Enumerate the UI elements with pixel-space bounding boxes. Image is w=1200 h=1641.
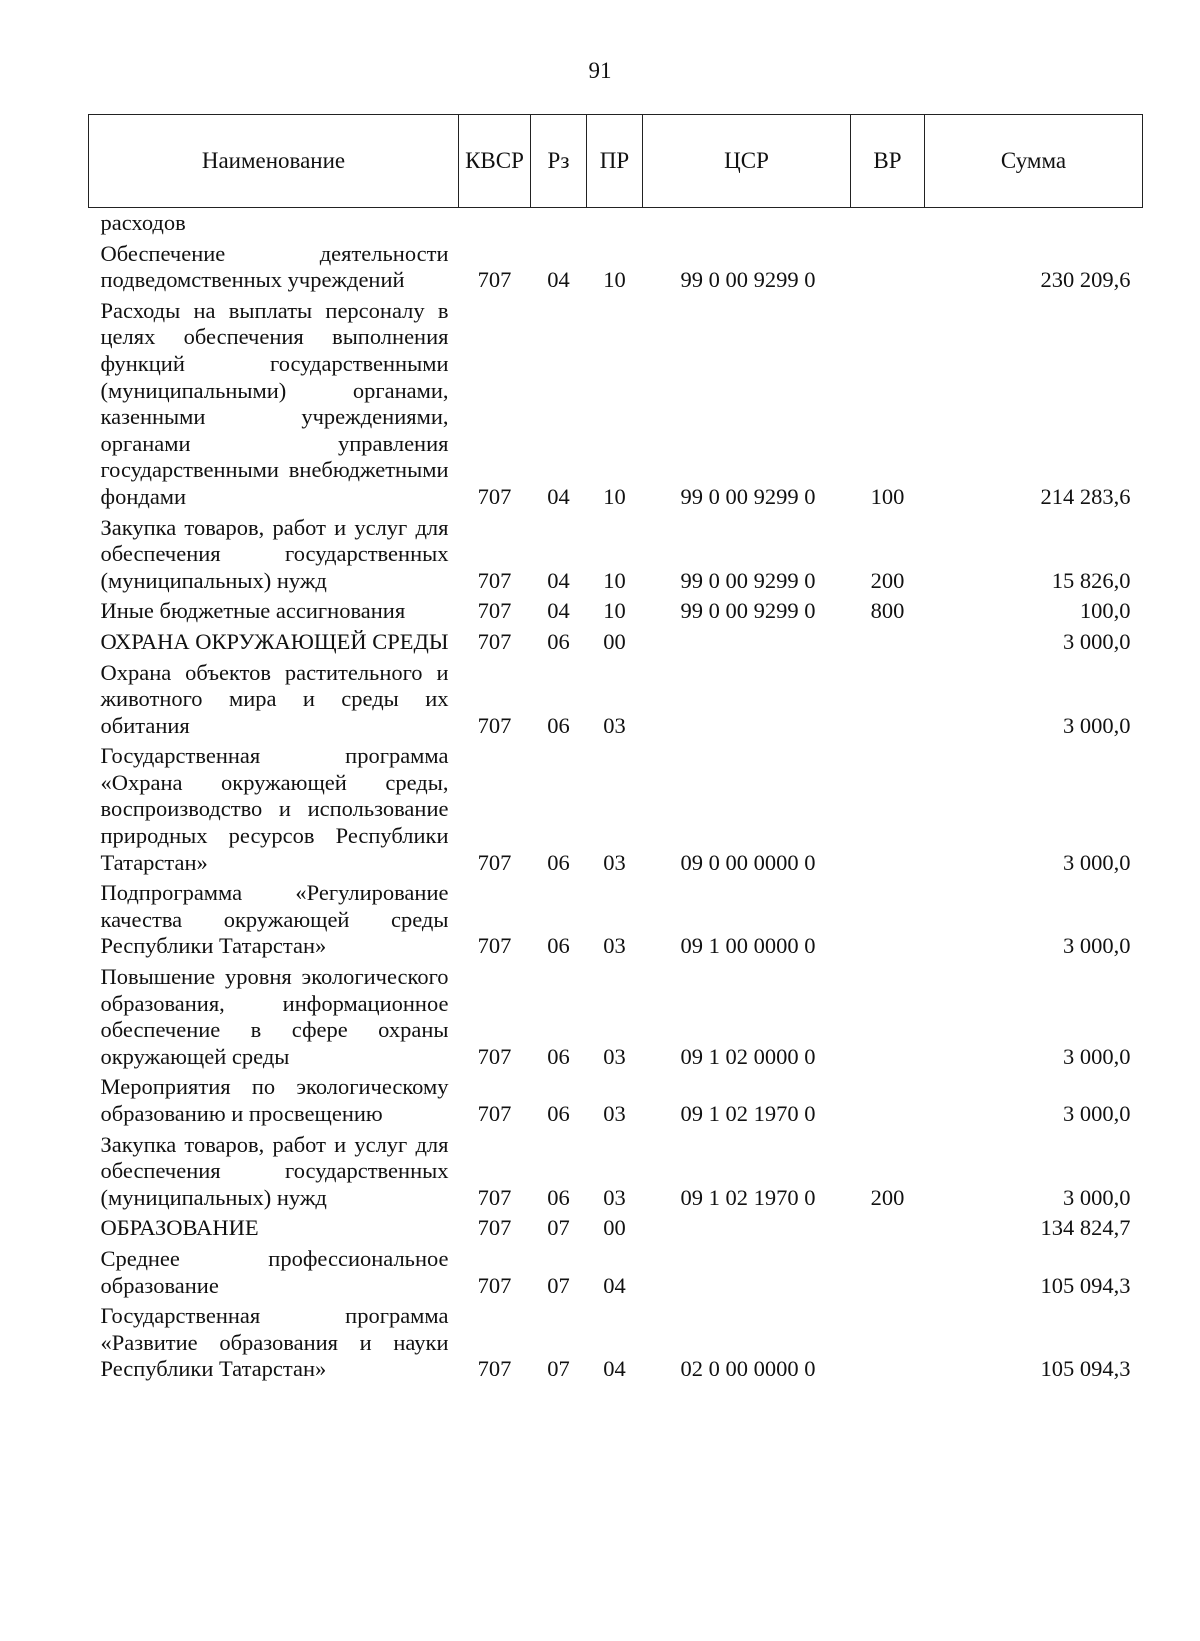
row-rz: 06	[547, 933, 570, 959]
row-rz: 07	[547, 1272, 570, 1298]
row-kvsr: 707	[477, 1184, 512, 1210]
row-kvsr: 707	[477, 483, 512, 509]
table-row	[89, 239, 1143, 296]
row-kvsr: 707	[477, 1101, 512, 1126]
row-csr	[643, 627, 851, 658]
table-row	[89, 513, 1143, 597]
row-name: Подпрограмма «Регулирование качества окружающей среды Республики Татарстан»	[100, 880, 449, 959]
row-kvsr: 707	[477, 849, 512, 875]
row-sum: 3 000,0	[1063, 1043, 1131, 1069]
row-vr: 200	[870, 567, 905, 593]
row-csr	[643, 1213, 851, 1244]
table-row	[89, 1213, 1143, 1244]
row-csr: 09 1 02 1970 0	[680, 1101, 816, 1126]
row-csr: 99 0 00 9299 0	[680, 598, 816, 624]
row-sum: 3 000,0	[1063, 628, 1131, 654]
table-row	[89, 1130, 1143, 1214]
row-sum: 134 824,7	[1040, 1215, 1131, 1241]
row-vr	[851, 741, 925, 878]
row-csr: 02 0 00 0000 0	[680, 1356, 816, 1382]
table-header-row	[89, 115, 1143, 208]
row-rz: 06	[547, 849, 570, 875]
row-pr: 10	[603, 483, 626, 509]
row-kvsr: 707	[477, 1043, 512, 1069]
row-vr: 200	[870, 1184, 905, 1210]
row-csr: 09 1 02 0000 0	[680, 1043, 816, 1069]
row-sum: 214 283,6	[1040, 483, 1131, 509]
row-name: Среднее профессиональное образование	[100, 1245, 449, 1298]
row-sum: 230 209,6	[1040, 267, 1131, 293]
row-pr: 04	[603, 1356, 626, 1382]
row-csr: 09 0 00 0000 0	[680, 849, 816, 875]
row-pr: 03	[603, 1101, 626, 1126]
row-rz: 06	[547, 1043, 570, 1069]
table-row	[89, 741, 1143, 878]
row-csr	[643, 208, 851, 239]
row-kvsr: 707	[477, 267, 512, 293]
row-name: Повышение уровня экологического образования, информационное обеспечение в сфере охраны окружающей среды	[100, 964, 449, 1069]
row-kvsr: 707	[477, 712, 512, 738]
budget-table	[88, 114, 1143, 1385]
row-vr	[851, 1213, 925, 1244]
row-pr	[587, 208, 643, 239]
row-name: Закупка товаров, работ и услуг для обеспечения государственных (муниципальных) нужд	[100, 1131, 449, 1210]
row-name: Расходы на выплаты персоналу в целях обеспечения выполнения функций государственными (муниципальными) органами, казенными учреждениями, органами управления государственными внебюджетными фондами	[100, 297, 449, 509]
row-name: Иные бюджетные ассигнования	[100, 598, 406, 624]
table-body	[89, 208, 1143, 1385]
table-row	[89, 1301, 1143, 1385]
row-sum: 105 094,3	[1040, 1356, 1131, 1382]
row-kvsr: 707	[477, 567, 512, 593]
row-name: ОБРАЗОВАНИЕ	[100, 1215, 259, 1241]
table-row	[89, 627, 1143, 658]
row-csr	[643, 1244, 851, 1301]
row-vr: 800	[870, 598, 905, 624]
row-rz: 06	[547, 628, 570, 654]
row-kvsr: 707	[477, 1215, 512, 1241]
row-name: Охрана объектов растительного и животного мира и среды их обитания	[100, 659, 449, 738]
row-pr: 03	[603, 849, 626, 875]
row-vr	[851, 878, 925, 962]
row-csr: 99 0 00 9299 0	[680, 483, 816, 509]
row-sum: 3 000,0	[1063, 1184, 1131, 1210]
row-kvsr	[459, 208, 531, 239]
row-vr	[851, 1244, 925, 1301]
row-vr	[851, 658, 925, 742]
row-sum: 3 000,0	[1063, 1101, 1131, 1126]
header-sum: Сумма	[925, 115, 1143, 208]
row-rz: 06	[547, 1184, 570, 1210]
row-name: Закупка товаров, работ и услуг для обеспечения государственных (муниципальных) нужд	[100, 514, 449, 593]
row-kvsr: 707	[477, 1272, 512, 1298]
table-row	[89, 962, 1143, 1072]
row-pr: 10	[603, 598, 626, 624]
table-row	[89, 658, 1143, 742]
row-vr	[851, 627, 925, 658]
row-pr: 03	[603, 1184, 626, 1210]
table-row	[89, 878, 1143, 962]
row-pr: 03	[603, 933, 626, 959]
row-kvsr: 707	[477, 933, 512, 959]
row-rz: 04	[547, 483, 570, 509]
table-row	[89, 1072, 1143, 1129]
row-sum: 3 000,0	[1063, 712, 1131, 738]
header-vr: ВР	[851, 115, 925, 208]
header-rz: Рз	[531, 115, 587, 208]
row-kvsr: 707	[477, 1356, 512, 1382]
row-kvsr: 707	[477, 628, 512, 654]
row-name: расходов	[100, 210, 186, 235]
row-name: Мероприятия по экологическому образованию и просвещению	[100, 1074, 449, 1126]
row-name: Государственная программа «Развитие образования и науки Республики Татарстан»	[100, 1303, 449, 1382]
row-sum: 105 094,3	[1040, 1272, 1131, 1298]
table-row	[89, 208, 1143, 239]
row-name: ОХРАНА ОКРУЖАЮЩЕЙ СРЕДЫ	[100, 628, 449, 654]
row-csr: 99 0 00 9299 0	[680, 567, 816, 593]
row-rz: 06	[547, 712, 570, 738]
row-csr: 09 1 02 1970 0	[680, 1184, 816, 1210]
row-pr: 04	[603, 1272, 626, 1298]
row-rz	[531, 208, 587, 239]
page-number: 91	[588, 58, 612, 83]
row-sum	[925, 208, 1143, 239]
row-csr	[643, 658, 851, 742]
row-rz: 04	[547, 598, 570, 624]
row-pr: 00	[603, 628, 626, 654]
budget-document	[88, 114, 1142, 1385]
row-vr	[851, 239, 925, 296]
header-pr: ПР	[587, 115, 643, 208]
row-rz: 07	[547, 1215, 570, 1241]
row-sum: 100,0	[1079, 598, 1131, 624]
row-pr: 10	[603, 267, 626, 293]
table-row	[89, 1244, 1143, 1301]
row-kvsr: 707	[477, 598, 512, 624]
header-kvsr: КВСР	[459, 115, 531, 208]
row-vr	[851, 962, 925, 1072]
row-pr: 00	[603, 1215, 626, 1241]
row-sum: 3 000,0	[1063, 933, 1131, 959]
row-vr	[851, 1072, 925, 1129]
row-pr: 10	[603, 567, 626, 593]
row-sum: 3 000,0	[1063, 849, 1131, 875]
row-vr	[851, 208, 925, 239]
row-name: Обеспечение деятельности подведомственных учреждений	[100, 240, 449, 293]
header-csr: ЦСР	[643, 115, 851, 208]
row-sum: 15 826,0	[1051, 567, 1131, 593]
row-rz: 06	[547, 1101, 570, 1126]
table-row	[89, 596, 1143, 627]
row-pr: 03	[603, 712, 626, 738]
row-vr: 100	[870, 483, 905, 509]
row-rz: 04	[547, 567, 570, 593]
header-name: Наименование	[89, 115, 459, 208]
row-vr	[851, 1301, 925, 1385]
table-row	[89, 296, 1143, 513]
row-rz: 04	[547, 267, 570, 293]
row-name: Государственная программа «Охрана окружающей среды, воспроизводство и использование природных ресурсов Республики Татарстан»	[100, 743, 449, 875]
row-csr: 99 0 00 9299 0	[680, 267, 816, 293]
row-csr: 09 1 00 0000 0	[680, 933, 816, 959]
row-rz: 07	[547, 1356, 570, 1382]
row-pr: 03	[603, 1043, 626, 1069]
